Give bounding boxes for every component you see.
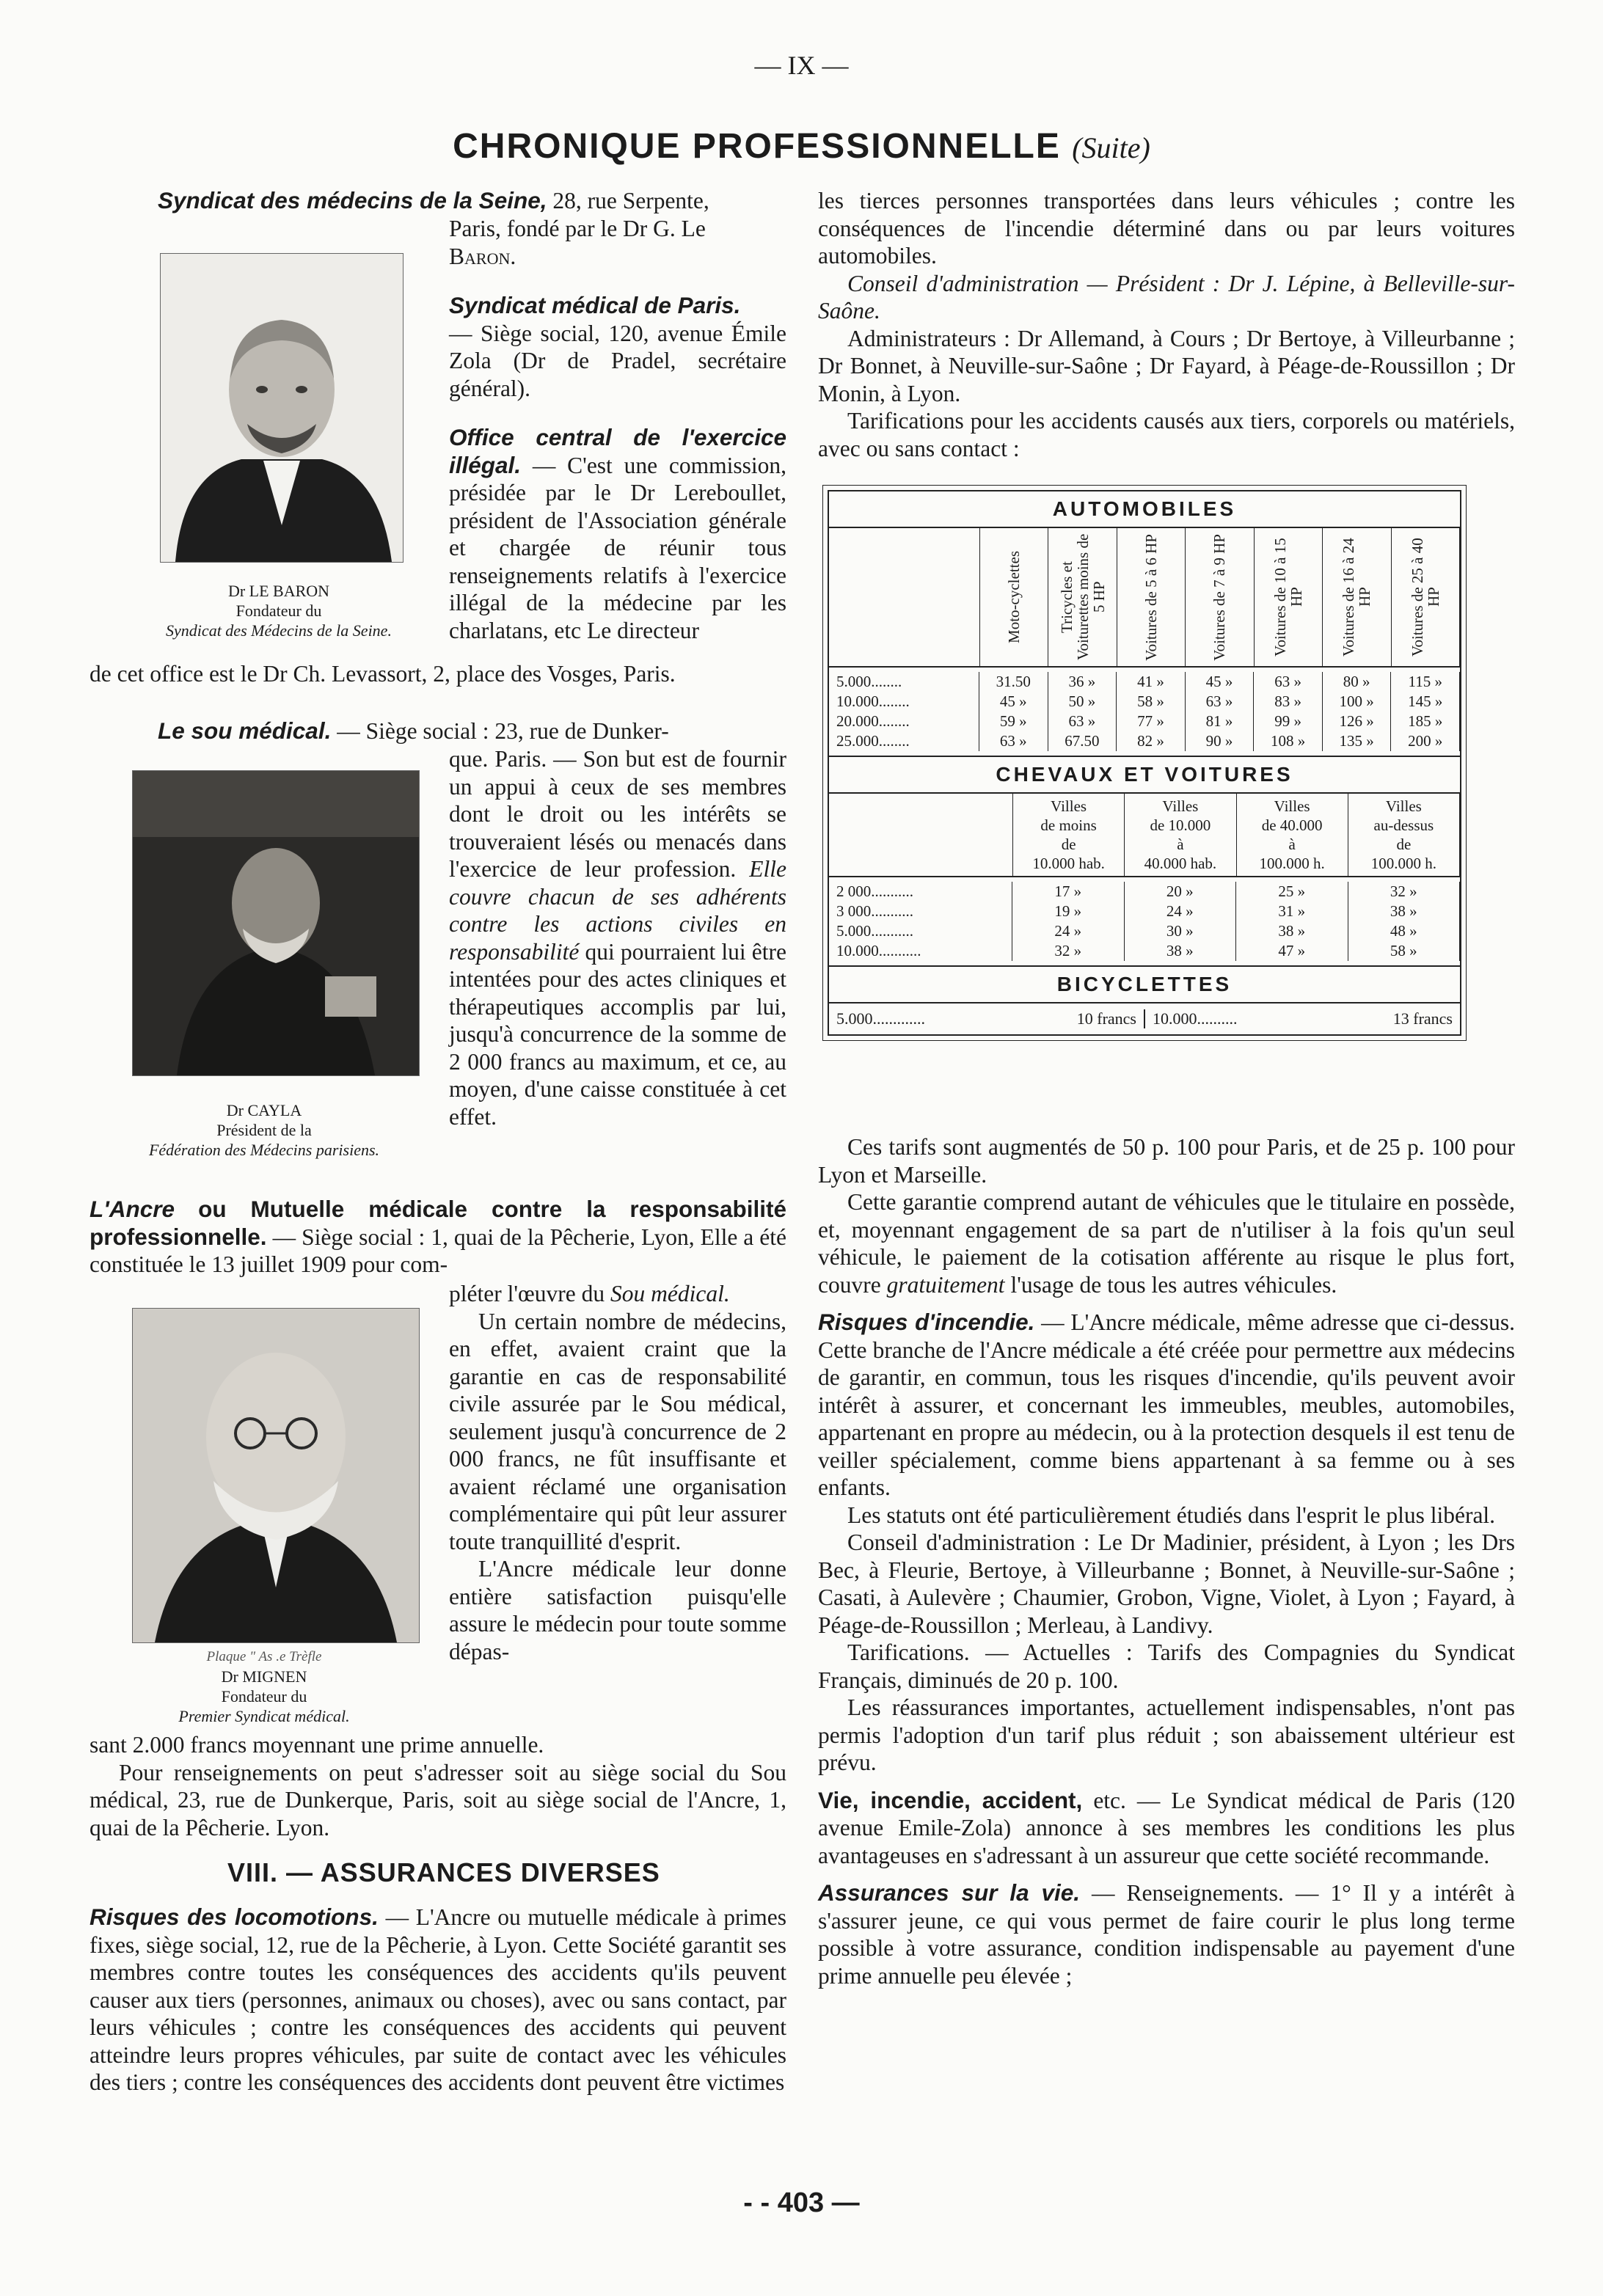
bicy-left bbox=[836, 1009, 1145, 1028]
auto-cell: 145 » bbox=[1391, 692, 1460, 712]
vie2-text: — Renseignements. — 1° Il y a intérêt à s'assurer jeune, ce qui vous permet de faire courir le plus long terme possible à votre assurance, condition indispensable au payement d'une prime annuelle peu élevée ; bbox=[818, 1880, 1516, 1989]
auto-header-label: Voitures de 5 à 6 HP bbox=[1142, 533, 1161, 661]
auto-header-3 bbox=[1186, 528, 1254, 666]
auto-row-label: 25.000........ bbox=[829, 731, 979, 751]
seine-line2: Paris, fondé par le Dr G. Le bbox=[449, 216, 706, 241]
chev-cell: 25 » bbox=[1236, 882, 1348, 902]
auto-row-label: 5.000........ bbox=[829, 672, 979, 692]
auto-header-5 bbox=[1323, 528, 1391, 666]
sou-line1: — Siège social : 23, rue de Dunker- bbox=[337, 718, 669, 744]
chev-cell: 17 » bbox=[1012, 882, 1125, 902]
photo-le-baron bbox=[160, 253, 404, 563]
auto-cell: 99 » bbox=[1254, 712, 1323, 731]
seine-heading: Syndicat des médecins de la Seine, bbox=[158, 187, 547, 213]
auto-cell: 58 » bbox=[1117, 692, 1186, 712]
auto-cell: 90 » bbox=[1186, 731, 1255, 751]
chev-row-label: 10.000........... bbox=[829, 941, 1012, 961]
auto-cell: 81 » bbox=[1186, 712, 1255, 731]
right-p5: Ces tarifs sont augmentés de 50 p. 100 pour Paris, et de 25 p. 100 pour Lyon et Marseille. bbox=[818, 1134, 1515, 1188]
page-title bbox=[0, 126, 1603, 167]
chev-cell: 48 » bbox=[1348, 921, 1461, 941]
chev-header-row bbox=[829, 794, 1460, 877]
seine-head-block bbox=[158, 187, 789, 215]
chev-cell: 47 » bbox=[1236, 941, 1348, 961]
auto-cell: 200 » bbox=[1391, 731, 1460, 751]
chev-cell: 38 » bbox=[1236, 921, 1348, 941]
auto-header-label: Voitures de 25 à 40 HP bbox=[1408, 538, 1442, 657]
right-p1: les tierces personnes transportées dans leurs véhicules ; contre les conséquences de l'incendie déterminé dans ou par leurs voitures automobiles. bbox=[818, 188, 1515, 268]
ancre-heading: L'Ancre bbox=[90, 1196, 175, 1222]
caption-mignen-org: Premier Syndicat médical. bbox=[178, 1707, 350, 1725]
auto-row-label: 10.000........ bbox=[829, 692, 979, 712]
office-continued bbox=[90, 660, 786, 688]
chev-header-line: Villes bbox=[1385, 797, 1422, 815]
right-p6b: gratuitement bbox=[886, 1271, 1005, 1298]
sou-body bbox=[449, 745, 786, 1130]
chev-header-3 bbox=[1348, 794, 1460, 876]
bicy-row bbox=[829, 1003, 1460, 1034]
auto-cell: 108 » bbox=[1254, 731, 1323, 751]
auto-header-row bbox=[829, 528, 1460, 668]
chev-cell: 19 » bbox=[1012, 902, 1125, 921]
vie2-heading: Assurances sur la vie. bbox=[818, 1879, 1081, 1906]
auto-header-1 bbox=[1048, 528, 1117, 666]
ancre-p2: Un certain nombre de médecins, en effet, avaient craint que la garantie en cas de responsabilité civile assurée par le Sou médical, seulement jusqu'à concurrence de 2 000 francs, ne fût insuffisante et avaient réclamé une organisation complémentaire qui pût leur assurer toute tranquillité d'esprit. bbox=[449, 1308, 786, 1554]
auto-cell: 77 » bbox=[1117, 712, 1186, 731]
auto-cell: 135 » bbox=[1323, 731, 1392, 751]
office-heading: Office central de l'exercice illégal. bbox=[449, 424, 786, 478]
auto-cell: 36 » bbox=[1048, 672, 1117, 692]
auto-cell: 59 » bbox=[979, 712, 1048, 731]
sou-head-block bbox=[158, 717, 786, 745]
auto-cell: 45 » bbox=[979, 692, 1048, 712]
auto-header-label: Tricycles et Voiturettes moins de 5 HP bbox=[1057, 533, 1108, 661]
right-p3: Administrateurs : Dr Allemand, à Cours ; Dr Bertoye, à Villeurbanne ; Dr Bonnet, à Neuville-sur-Saône ; Dr Fayard, à Péage-de-Roussillon ; Dr Monin, à Lyon. bbox=[818, 325, 1515, 406]
bicy-right-value: 13 francs bbox=[1392, 1009, 1453, 1028]
locomotions-text: — L'Ancre ou mutuelle médicale à primes fixes, siège social, 12, rue de la Pêcherie, à Lyon. Cette Société garantit ses membres contre toutes les conséquences des accidents qu'ils peuvent causer aux tiers (personnes, animaux ou choses), avec ou sans contact, par leurs véhicules ; contre les conséquences des accidents qui peuvent atteindre leurs propres véhicules, par suite de contact avec les véhicules des tiers ; contre les conséquences des accidents dont peuvent être victimes bbox=[90, 1904, 787, 2095]
chev-header-line: à bbox=[1177, 836, 1184, 853]
caption-mignen bbox=[103, 1647, 426, 1726]
caption-mignen-plate: Plaque " As .e Trèfle bbox=[206, 1649, 322, 1664]
auto-header-0 bbox=[980, 528, 1048, 666]
chev-row bbox=[829, 921, 1460, 941]
chev-header-line: de bbox=[1396, 836, 1412, 853]
auto-cell: 63 » bbox=[1254, 672, 1323, 692]
photo-mignen bbox=[132, 1308, 420, 1643]
page-number: - - 403 — bbox=[743, 2187, 860, 2218]
paris-block bbox=[449, 292, 786, 402]
automobiles-title: AUTOMOBILES bbox=[829, 491, 1460, 528]
auto-row bbox=[829, 731, 1460, 751]
auto-row bbox=[829, 672, 1460, 692]
bicy-right bbox=[1145, 1009, 1453, 1028]
locomotions-heading: Risques des locomotions. bbox=[90, 1904, 379, 1930]
title-text: CHRONIQUE PROFESSIONNELLE bbox=[453, 127, 1061, 166]
caption-le-baron-org: Syndicat des Médecins de la Seine. bbox=[166, 621, 392, 640]
auto-cell: 63 » bbox=[1048, 712, 1117, 731]
chev-row bbox=[829, 941, 1460, 961]
auto-cell: 82 » bbox=[1117, 731, 1186, 751]
caption-cayla-org: Fédération des Médecins parisiens. bbox=[148, 1141, 380, 1159]
right-p6a: Cette garantie comprend autant de véhicules que le titulaire en possède, et, moyennant engagement de sa part de n'utiliser à la fois qu'un seul véhicule, le paiement de la cotisation afférente au risque le plus fort, couvre bbox=[818, 1189, 1515, 1298]
right-p7: Les statuts ont été particulièrement étudiés dans l'esprit le plus libéral. bbox=[847, 1502, 1496, 1528]
chev-cell: 24 » bbox=[1125, 902, 1237, 921]
auto-cell: 50 » bbox=[1048, 692, 1117, 712]
auto-cell: 45 » bbox=[1186, 672, 1255, 692]
ancre-text: — Siège social : 1, quai de la Pêcherie, Lyon, Elle a été constituée le 13 juillet 1909 pour com- bbox=[90, 1224, 786, 1277]
chev-cell: 38 » bbox=[1348, 902, 1461, 921]
chev-header-line: de bbox=[1061, 836, 1076, 853]
ancre-p3-full: sant 2.000 francs moyennant une prime annuelle. bbox=[90, 1732, 544, 1758]
incendie-text: — L'Ancre médicale, même adresse que ci-dessus. Cette branche de l'Ancre médicale a été créée pour permettre aux médecins de garantir, en commun, tous les risques d'incendie, qu'ils peuvent avoir intérêt à assurer, et concernant les immeubles, meubles, automobiles, appartenant en propre au médecin, ou à la protection desquels il est tenu de veiller spécialement, comme biens appartenant à sa femme ou à ses enfants. bbox=[818, 1309, 1515, 1500]
incendie-heading: Risques d'incendie. bbox=[818, 1309, 1035, 1335]
office-block bbox=[449, 424, 786, 644]
chev-header-line: 100.000 h. bbox=[1370, 855, 1436, 872]
chev-header-cells bbox=[1013, 794, 1460, 876]
page-folio: — IX — bbox=[754, 51, 849, 80]
auto-cell: 63 » bbox=[1186, 692, 1255, 712]
right-p10: Les réassurances importantes, actuellement indispensables, n'ont pas permis l'adoption d'un tarif plus réduit ; son abaissement ultérieur est prévu. bbox=[818, 1694, 1515, 1775]
seine-line1: 28, rue Serpente, bbox=[552, 188, 709, 213]
tariff-table bbox=[828, 490, 1461, 1036]
ancre-p4: Pour renseignements on peut s'adresser soit au siège social du Sou médical, 23, rue de Dunkerque, Paris, soit au siège social de l'Ancre, 1, quai de la Pêcherie. Lyon. bbox=[90, 1759, 786, 1840]
vie-heading: Vie, incendie, accident, bbox=[818, 1786, 1083, 1813]
right-p8: Conseil d'administration : Le Dr Madinier, président, à Lyon ; les Drs Bec, à Fleurie, Bertoye, à Villeurbanne ; Bonnet, à Neuville-sur-Saône ; Casati, à Aulevère ; Chaumier, Grobon, Vigne, Violet, à Lyon ; Fayard, à Péage-de-Roussillon ; Merleau, à Landivy. bbox=[818, 1529, 1515, 1638]
ancre-p3: L'Ancre médicale leur donne entière satisfaction puisqu'elle assure le médecin pour toute somme dépas- bbox=[449, 1556, 786, 1664]
chev-cell: 38 » bbox=[1125, 941, 1237, 961]
auto-row-label: 20.000........ bbox=[829, 712, 979, 731]
locomotions-block bbox=[90, 1904, 786, 2096]
office-full: de cet office est le Dr Ch. Levassort, 2, place des Vosges, Paris. bbox=[90, 661, 676, 687]
seine-body bbox=[449, 215, 786, 270]
right-p4: Tarifications pour les accidents causés aux tiers, corporels ou matériels, avec ou sans contact : bbox=[818, 408, 1515, 461]
auto-row bbox=[829, 692, 1460, 712]
ancre-text-b-italic: Sou médical. bbox=[610, 1281, 730, 1306]
caption-cayla-role: Président de la bbox=[216, 1121, 312, 1139]
paris-heading: Syndicat médical de Paris. bbox=[449, 292, 741, 318]
chev-cell: 31 » bbox=[1236, 902, 1348, 921]
ancre-end bbox=[90, 1731, 786, 1841]
auto-header-label: Voitures de 16 à 24 HP bbox=[1340, 538, 1374, 657]
chev-header-blank bbox=[829, 794, 1013, 876]
chev-header-line: de moins bbox=[1040, 816, 1097, 834]
right-intro bbox=[818, 187, 1515, 462]
bicyclettes-title: BICYCLETTES bbox=[829, 967, 1460, 1003]
ancre-head-block bbox=[90, 1196, 786, 1279]
chev-rows bbox=[829, 877, 1460, 967]
chev-cell: 24 » bbox=[1012, 921, 1125, 941]
auto-cell: 63 » bbox=[979, 731, 1048, 751]
right-p9: Tarifications. — Actuelles : Tarifs des Compagnies du Syndicat Français, diminués de 20 p. 100. bbox=[818, 1639, 1515, 1693]
auto-cell: 126 » bbox=[1323, 712, 1392, 731]
auto-header-cells bbox=[980, 528, 1460, 666]
paris-text: — Siège social, 120, avenue Émile Zola (Dr de Pradel, secrétaire général). bbox=[449, 320, 786, 401]
chev-cell: 32 » bbox=[1348, 882, 1461, 902]
caption-le-baron-name: Dr LE BARON bbox=[227, 582, 330, 600]
auto-cell: 100 » bbox=[1323, 692, 1392, 712]
chev-header-line: Villes bbox=[1051, 797, 1087, 815]
right-p6c: l'usage de tous les autres véhicules. bbox=[1010, 1271, 1337, 1298]
caption-cayla-name: Dr CAYLA bbox=[226, 1101, 302, 1119]
portrait-mignen bbox=[133, 1309, 419, 1642]
auto-rows bbox=[829, 668, 1460, 757]
chev-row-label: 2 000........... bbox=[829, 882, 1012, 902]
chevaux-title: CHEVAUX ET VOITURES bbox=[829, 757, 1460, 794]
auto-cell: 83 » bbox=[1254, 692, 1323, 712]
auto-header-label: Voitures de 7 à 9 HP bbox=[1211, 533, 1229, 661]
portrait-cayla bbox=[133, 771, 419, 1075]
auto-cell: 115 » bbox=[1391, 672, 1460, 692]
chev-cell: 20 » bbox=[1125, 882, 1237, 902]
chev-header-line: au-dessus bbox=[1373, 816, 1434, 834]
bicy-left-value: 10 francs bbox=[1076, 1009, 1136, 1028]
caption-le-baron bbox=[99, 581, 459, 640]
chev-row-label: 5.000........... bbox=[829, 921, 1012, 941]
ancre-heading2: ou Mutuelle médicale contre la responsabilité professionnelle. bbox=[90, 1196, 786, 1250]
right-after-table bbox=[818, 1133, 1515, 1989]
auto-header-4 bbox=[1255, 528, 1323, 666]
auto-cell: 185 » bbox=[1391, 712, 1460, 731]
auto-header-label: Voitures de 10 à 15 HP bbox=[1271, 538, 1305, 657]
sou-text2: qui pourraient lui être intentées pour des actes cliniques et thérapeutiques accomplis par lui, jusqu'à concurrence de la somme de 2 000 francs au maximum, et ce, au moyen, d'une caisse constituée à cet effet. bbox=[449, 938, 787, 1130]
chev-header-line: à bbox=[1288, 836, 1296, 853]
auto-header-6 bbox=[1392, 528, 1460, 666]
sou-italic: Elle couvre chacun de ses adhérents contre les actions civiles en responsabilité bbox=[449, 856, 786, 965]
auto-header-2 bbox=[1117, 528, 1186, 666]
vie-text: etc. — Le Syndicat médical de Paris (120 avenue Emile-Zola) annonce à ses membres les conditions les plus avantageuses en s'adressant à un assureur que cette société recommande. bbox=[818, 1787, 1516, 1868]
chev-cell: 58 » bbox=[1348, 941, 1461, 961]
auto-header-blank bbox=[829, 528, 980, 666]
ancre-text-b: pléter l'œuvre du bbox=[449, 1281, 605, 1306]
photo-cayla bbox=[132, 770, 420, 1076]
caption-cayla bbox=[84, 1100, 444, 1160]
caption-le-baron-role: Fondateur du bbox=[235, 602, 322, 620]
chev-header-line: 100.000 h. bbox=[1259, 855, 1325, 872]
chev-header-2 bbox=[1237, 794, 1348, 876]
sou-heading: Le sou médical. bbox=[158, 717, 332, 744]
bicy-left-label: 5.000............. bbox=[836, 1009, 925, 1028]
portrait-le-baron bbox=[161, 254, 403, 562]
chev-row bbox=[829, 902, 1460, 921]
auto-header-label: Moto-cyclettes bbox=[1005, 551, 1023, 643]
chev-row bbox=[829, 882, 1460, 902]
chev-header-line: de 40.000 bbox=[1261, 816, 1323, 834]
chev-row-label: 3 000........... bbox=[829, 902, 1012, 921]
chev-header-0 bbox=[1013, 794, 1125, 876]
caption-mignen-role: Fondateur du bbox=[221, 1687, 307, 1705]
auto-cell: 41 » bbox=[1117, 672, 1186, 692]
office-text: — C'est une commission, présidée par le Dr Lereboullet, président de l'Association générale et chargée de réunir tous renseignements relatifs à l'exercice illégal de la médecine par les charlatans, etc Le directeur bbox=[449, 452, 786, 643]
chev-header-1 bbox=[1125, 794, 1236, 876]
chev-header-line: Villes bbox=[1274, 797, 1310, 815]
chev-header-line: Villes bbox=[1162, 797, 1199, 815]
bicy-right-label: 10.000.......... bbox=[1153, 1009, 1238, 1028]
caption-mignen-name: Dr MIGNEN bbox=[221, 1667, 307, 1686]
section-viii-title: VIII. — ASSURANCES DIVERSES bbox=[227, 1857, 660, 1887]
auto-cell: 67.50 bbox=[1048, 731, 1117, 751]
ancre-body bbox=[449, 1280, 786, 1665]
chev-header-line: 10.000 hab. bbox=[1032, 855, 1105, 872]
chev-header-line: 40.000 hab. bbox=[1144, 855, 1217, 872]
seine-line3: Baron. bbox=[449, 243, 516, 269]
chev-cell: 30 » bbox=[1125, 921, 1237, 941]
chev-header-line: de 10.000 bbox=[1150, 816, 1211, 834]
sou-text: que. Paris. — Son but est de fournir un appui à ceux de ses membres dont le droit ou les intérêts se trouveraient lésés ou menacés dans l'exercice de leur profession. bbox=[449, 746, 786, 882]
chev-cell: 32 » bbox=[1012, 941, 1125, 961]
right-p2: Conseil d'administration — Président : Dr J. Lépine, à Belleville-sur-Saône. bbox=[818, 270, 1515, 323]
auto-row bbox=[829, 712, 1460, 731]
auto-cell: 31.50 bbox=[979, 672, 1048, 692]
auto-cell: 80 » bbox=[1323, 672, 1392, 692]
title-suffix: (Suite) bbox=[1072, 131, 1150, 164]
